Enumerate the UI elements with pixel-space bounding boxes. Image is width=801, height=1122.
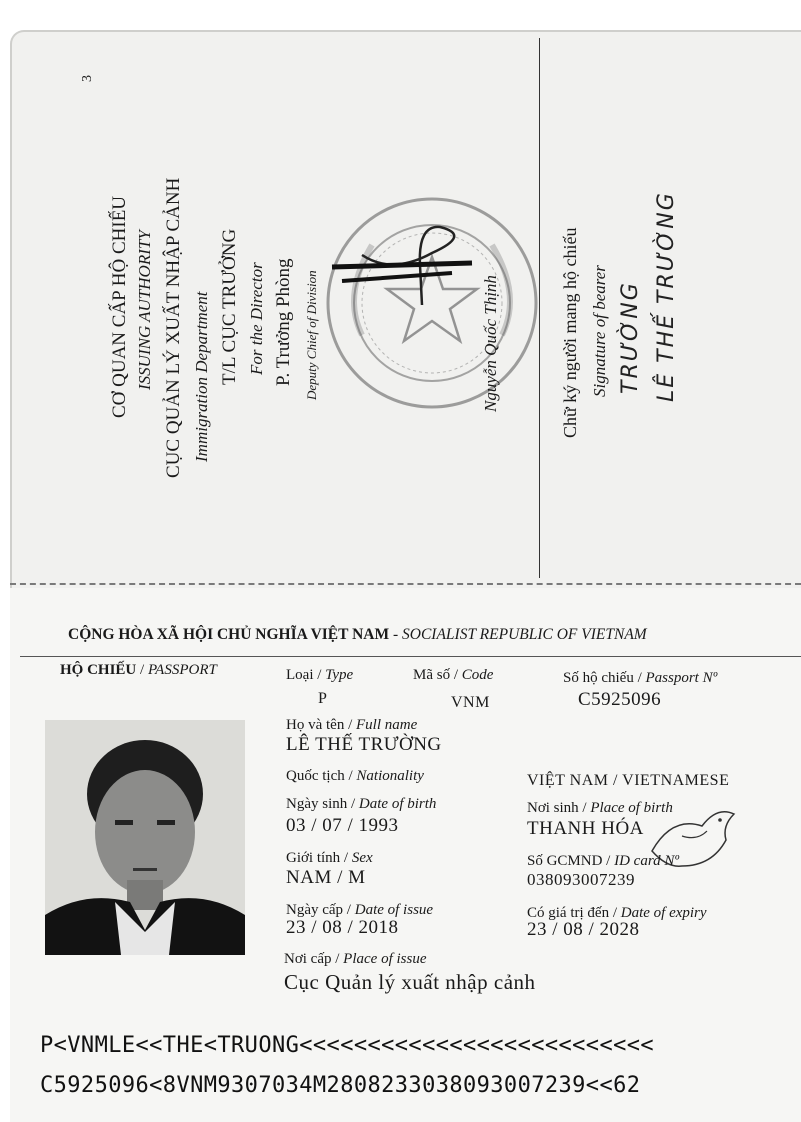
passport-title-en: PASSPORT [147, 662, 217, 678]
republic-vn: CỘNG HÒA XÃ HỘI CHỦ NGHĨA VIỆT NAM [68, 626, 390, 643]
passport-number-value: C5925096 [578, 689, 662, 710]
nationality-label: Quốc tịch / Nationality [286, 768, 424, 784]
holder-photo [45, 720, 245, 955]
dob-label: Ngày sinh / Date of birth [286, 796, 437, 812]
sex-label: Giới tính / Sex [286, 850, 373, 866]
code-label: Mã số / Code [413, 667, 494, 683]
page-fold-line [10, 583, 801, 585]
authority-line-6: For the Director [247, 262, 266, 375]
expiry-date-value: 23 / 08 / 2028 [527, 919, 640, 940]
authority-line-1: CƠ QUAN CẤP HỘ CHIẾU [109, 195, 130, 418]
bearer-signature-label-vn: Chữ ký người mang hộ chiếu [560, 227, 580, 438]
passport-title: HỘ CHIẾU / PASSPORT [60, 662, 217, 678]
official-seal-icon [322, 185, 542, 430]
full-name-value: LÊ THẾ TRƯỜNG [286, 734, 442, 755]
page-number: 3 [80, 75, 95, 82]
authority-line-4: Immigration Department [192, 291, 211, 462]
mrz-line-1: P<VNMLE<<THE<TRUONG<<<<<<<<<<<<<<<<<<<<<<<<<< [40, 1033, 655, 1058]
authority-line-7: P. Trưởng Phòng [273, 258, 294, 386]
sex-value: NAM / M [286, 867, 366, 888]
passport-number-label: Số hộ chiếu / Passport Nº [563, 670, 718, 686]
mrz-line-2: C5925096<8VNM9307034M2808233038093007239<<62 [40, 1073, 641, 1098]
pob-label: Nơi sinh / Place of birth [527, 800, 673, 816]
id-value: 038093007239 [527, 870, 635, 889]
type-value: P [318, 690, 328, 707]
place-of-issue-label: Nơi cấp / Place of issue [284, 951, 427, 967]
expiry-date-label: Có giá trị đến / Date of expiry [527, 905, 707, 921]
passport-title-vn: HỘ CHIẾU [60, 662, 137, 678]
bearer-signature-label-en: Signature of bearer [590, 265, 609, 397]
header-rule [20, 656, 801, 657]
issue-date-value: 23 / 08 / 2018 [286, 917, 399, 938]
issue-date-label: Ngày cấp / Date of issue [286, 902, 434, 918]
authority-line-5: T/L CỤC TRƯỞNG [219, 228, 240, 385]
signer-name: Nguyễn Quốc Thịnh [481, 275, 500, 412]
place-of-issue-value: Cục Quản lý xuất nhập cảnh [284, 970, 536, 994]
header-separator: - [389, 626, 403, 643]
pob-value: THANH HÓA [527, 818, 644, 839]
code-value: VNM [451, 694, 490, 711]
bearer-signature-handwriting-2: LÊ THẾ TRƯỜNG [654, 191, 679, 402]
dob-value: 03 / 07 / 1993 [286, 815, 399, 836]
bearer-signature-handwriting-1: TRƯỜNG [618, 281, 643, 394]
authority-line-2: ISSUING AUTHORITY [135, 230, 154, 390]
full-name-label: Họ và tên / Full name [286, 717, 418, 733]
republic-en: SOCIALIST REPUBLIC OF VIETNAM [402, 626, 647, 643]
nationality-value: VIỆT NAM / VIETNAMESE [527, 772, 730, 789]
authority-line-8: Deputy Chief of Division [304, 270, 319, 400]
id-label: Số GCMND / ID card Nº [527, 853, 680, 869]
dove-watermark-icon [642, 796, 742, 891]
type-label: Loại / Type [286, 667, 354, 683]
republic-header [68, 626, 647, 644]
authority-line-3: CỤC QUẢN LÝ XUẤT NHẬP CẢNH [163, 177, 184, 478]
